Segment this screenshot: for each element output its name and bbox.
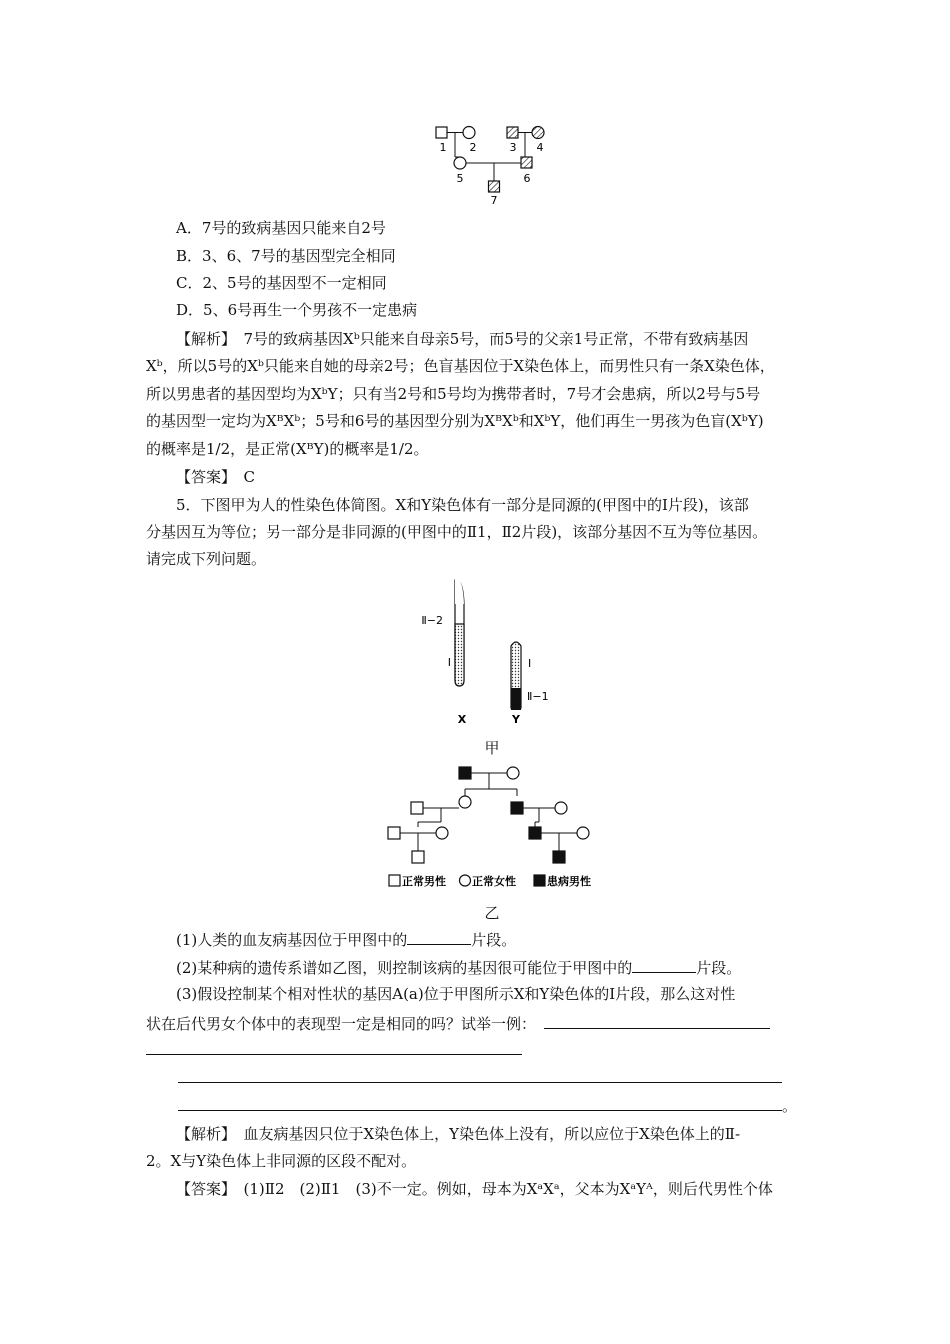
pedigree2-affected-male-g4 [553,851,565,863]
pedigree2-affected-male-g1 [459,767,471,779]
pedigree2-female-g2a [459,796,471,808]
pedigree2-affected-male-g2 [511,802,523,814]
chromosome-figure [415,574,565,734]
option-c: C．2、5号的基因型不一定相同 [176,274,387,292]
legend-normal-male-symbol [389,875,400,886]
legend-affected-male-symbol [534,875,545,886]
pedigree-label-6: 6 [523,172,531,185]
legend-normal-female: 正常女性 [472,875,516,888]
sub-question-3-line-1: (3)假设控制某个相对性状的基因A(a)位于甲图所示X和Y染色体的Ⅰ片段，那么这对性 [176,985,736,1003]
sub-question-2-text: (2)某种病的遗传系谱如乙图，则控制该病的基因很可能位于甲图中的 [176,959,633,977]
analysis-1-line-3: 所以男患者的基因型均为XᵇY；只有当2号和5号均为携带者时，7号才会患病，所以2号与5号 [146,385,761,403]
pedigree-male-6 [521,157,532,168]
analysis-1-line-2: Xᵇ，所以5号的Xᵇ只能来自她的母亲2号；色盲基因位于X染色体上，而男性只有一条X染色体， [146,357,775,375]
answer-blank-3a[interactable] [544,1012,770,1029]
pedigree-male-7 [489,181,500,192]
pedigree-male-3 [507,127,518,138]
pedigree-label-4: 4 [536,141,544,154]
analysis-2-line-1: 【解析】 血友病基因只位于X染色体上，Y染色体上没有，所以应位于X染色体上的Ⅱ- [176,1125,741,1143]
analysis-2-line-2: 2。X与Y染色体上非同源的区段不配对。 [146,1152,417,1170]
pedigree2-normal-male-g4 [412,851,424,863]
pedigree2-female-g3b [577,827,589,839]
period: 。 [782,1097,798,1115]
label-ii1: Ⅱ−1 [527,690,549,703]
answer-blank-3d-line [178,1094,797,1116]
pedigree-male-1 [436,127,447,138]
label-i-y: Ⅰ [528,657,532,670]
legend-affected-male: 患病男性 [547,875,591,888]
answer-1: 【答案】 C [176,468,255,486]
sub-question-2 [176,956,741,978]
pedigree-female-5 [454,157,466,169]
pedigree-figure-2 [380,762,610,894]
pedigree-label-3: 3 [509,141,517,154]
pedigree2-female-g2b [555,802,567,814]
caption-jia: 甲 [484,739,500,757]
sub-question-3-line-2 [146,1012,770,1034]
label-i-x: Ⅰ [447,656,451,669]
answer-blank-2[interactable] [632,956,696,973]
option-d: D．5、6号再生一个男孩不一定患病 [176,301,418,319]
sub-question-1-suffix: 片段。 [471,931,517,949]
pedigree-label-5: 5 [456,172,464,185]
legend-normal-female-symbol [460,875,471,886]
option-b: B．3、6、7号的基因型完全相同 [176,247,396,265]
y-segment-ii1 [511,688,521,710]
sub-question-2-suffix: 片段。 [696,959,742,977]
pedigree2-female-g3a [436,827,448,839]
pedigree-female-2 [463,127,475,139]
answer-blank-1[interactable] [407,928,471,945]
sub-question-1-text: (1)人类的血友病基因位于甲图中的 [176,931,408,949]
legend-normal-male: 正常男性 [402,875,446,888]
sub-question-1 [176,928,516,950]
pedigree-female-4 [532,127,544,139]
pedigree2-female-g1 [507,767,519,779]
label-y: Y [512,713,520,726]
answer-blank-3d[interactable] [178,1094,782,1111]
pedigree2-affected-male-g3 [529,827,541,839]
answer-blank-3b[interactable] [146,1038,522,1055]
label-x: X [457,713,467,726]
pedigree2-normal-male-g2 [411,802,423,814]
analysis-1-line-4: 的基因型一定均为XᴮXᵇ；5号和6号的基因型分别为XᴮXᵇ和XᵇY，他们再生一男孩为色盲(XᵇY) [146,412,764,430]
pedigree-label-2: 2 [469,141,477,154]
question-5-line-1: 5．下图甲为人的性染色体简图。X和Y染色体有一部分是同源的(甲图中的Ⅰ片段)，该部 [176,496,749,514]
option-a: A．7号的致病基因只能来自2号 [176,219,386,237]
pedigree-label-1: 1 [439,141,447,154]
pedigree2-normal-male-g3a [388,827,400,839]
label-ii2: Ⅱ−2 [421,614,443,627]
question-5-line-3: 请完成下列问题。 [146,550,267,568]
caption-yi: 乙 [484,904,500,922]
analysis-1-line-1: 【解析】 7号的致病基因Xᵇ只能来自母亲5号，而5号的父亲1号正常，不带有致病基因 [176,330,749,348]
pedigree-figure-1 [430,120,560,210]
sub-question-3-text: 状在后代男女个体中的表现型一定是相同的吗？试举一例： [146,1015,537,1033]
question-5-line-2: 分基因互为等位；另一部分是非同源的(甲图中的Ⅱ1，Ⅱ2片段)，该部分基因不互为等位基因。 [146,523,768,541]
pedigree-label-7: 7 [490,194,498,207]
analysis-1-line-5: 的概率是1/2，是正常(XᴮY)的概率是1/2。 [146,440,429,458]
answer-blank-3c[interactable] [178,1066,782,1083]
answer-2: 【答案】 (1)Ⅱ2 (2)Ⅱ1 (3)不一定。例如，母本为XᵃXᵃ，父本为XᵃYᴬ，则后代男性个体 [176,1180,773,1198]
